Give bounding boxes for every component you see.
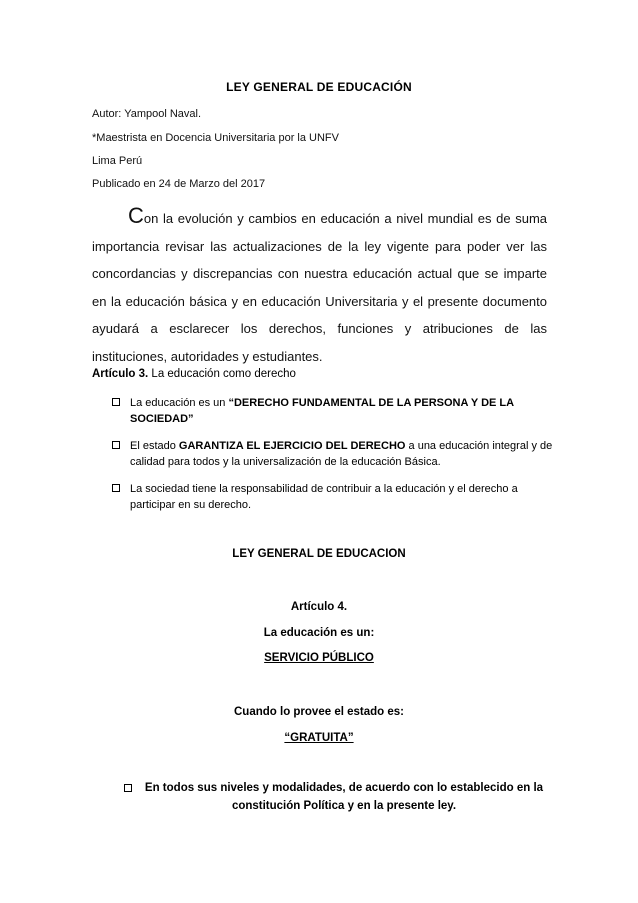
list-item: El estado GARANTIZA EL EJERCICIO DEL DERECHO a una educación integral y de calidad para todos y la universalización de la educación Básica. bbox=[112, 438, 557, 470]
published-line: Publicado en 24 de Marzo del 2017 bbox=[92, 178, 266, 190]
credential-line: *Maestrista en Docencia Universitaria por la UNFV bbox=[92, 132, 339, 144]
final-bullet bbox=[124, 779, 544, 815]
checkbox-bullet-icon bbox=[124, 784, 132, 792]
free-label: “GRATUITA” bbox=[284, 732, 354, 744]
education-is-label: La educación es un: bbox=[263, 627, 375, 639]
document-title: LEY GENERAL DE EDUCACIÓN bbox=[226, 80, 412, 94]
article-3-label: Artículo 3. bbox=[92, 368, 149, 380]
when-state-label: Cuando lo provee el estado es: bbox=[234, 706, 404, 718]
article-3-text: La educación como derecho bbox=[148, 368, 296, 380]
list-item: La educación es un “DERECHO FUNDAMENTAL DE LA PERSONA Y DE LA SOCIEDAD” bbox=[112, 395, 557, 427]
checkbox-bullet-icon bbox=[112, 398, 120, 406]
final-bullet-text: En todos sus niveles y modalidades, de acuerdo con lo establecido en la constitución Política y en la presente ley. bbox=[144, 782, 544, 812]
intro-text: on la evolución y cambios en educación a nivel mundial es de suma importancia revisar las actualizaciones de la ley vigente para poder ver las concordancias y discrepancias con nuestra educación actual que se imparte en la educación básica y en educación Universitaria y el presente documento ayudará a esclarecer los derechos, funciones y atribuciones de las instituciones, autoridades y estudiantes. bbox=[92, 211, 547, 364]
drop-cap: C bbox=[128, 203, 144, 228]
article-3-heading bbox=[92, 368, 296, 380]
checkbox-bullet-icon bbox=[112, 484, 120, 492]
section-heading: LEY GENERAL DE EDUCACION bbox=[232, 548, 406, 560]
article-3-bullets bbox=[112, 395, 557, 524]
location-line: Lima Perú bbox=[92, 155, 143, 167]
article-4-label: Artículo 4. bbox=[290, 601, 348, 613]
author-line: Autor: Yampool Naval. bbox=[92, 108, 202, 120]
public-service-label: SERVICIO PÚBLICO bbox=[264, 652, 374, 664]
intro-paragraph bbox=[92, 205, 547, 370]
list-item: La sociedad tiene la responsabilidad de contribuir a la educación y el derecho a participar en su derecho. bbox=[112, 481, 557, 513]
checkbox-bullet-icon bbox=[112, 441, 120, 449]
